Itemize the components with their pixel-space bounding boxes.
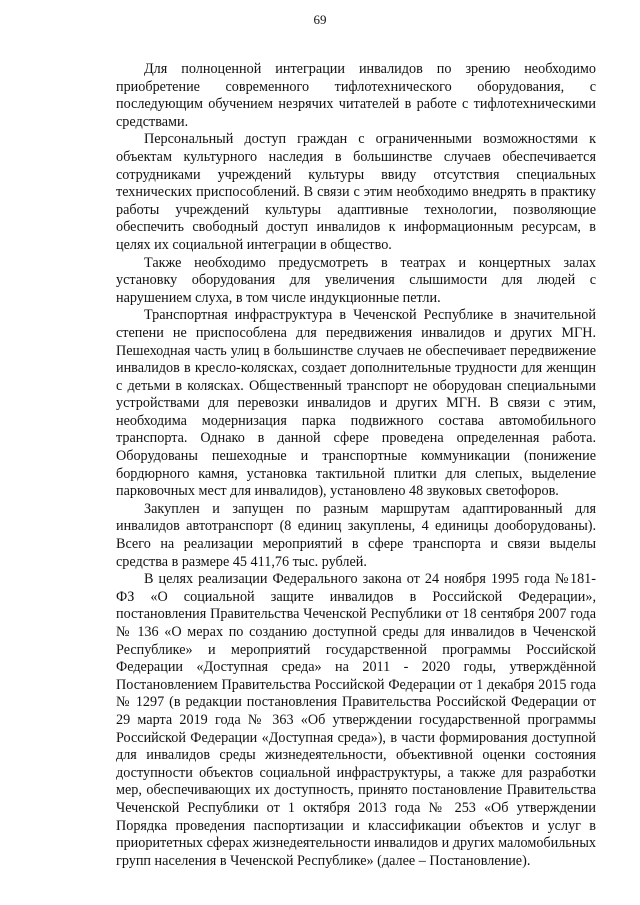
paragraph-federal-law-implementation: В целях реализации Федерального закона от 24 ноября 1995 года №181-ФЗ «О социальной защите инвалидов в Российской Федерации», постановления Правительства Чеченской Республики от 18 сентября 2007 года № 136 «О мерах по созданию доступной среды для инвалидов в Чеченской Республике» и мероприятий государственной программы Российской Федерации «Доступная среда» на 2011 - 2020 годы, утверждённой Постановлением Правительства Российской Федерации от 1 декабря 2015 года № 1297 (в редакции постановления Правительства Российской Федерации от 29 марта 2019 года № 363 «Об утверждении государственной программы Российской Федерации «Доступная среда»), в части формирования доступной для инвалидов среды жизнедеятельности, объективной оценки состояния доступности объектов социальной инфраструктуры, а также для разработки мер, обеспечивающих их доступность, принято постановление Правительства Чеченской Республики от 1 октября 2013 года № 253 «Об утверждении Порядка проведения паспортизации и классификации объектов и услуг в приоритетных сферах жизнедеятельности инвалидов и других маломобильных групп населения в Чеченской Республике» (далее – Постановление). (116, 571, 596, 869)
paragraph-hearing-equipment: Также необходимо предусмотреть в театрах и концертных залах установку оборудования для увеличения слышимости для людей с нарушением слуха, в том числе индукционные петли. (116, 254, 596, 306)
document-body (116, 61, 596, 870)
page-number: 69 (313, 12, 327, 27)
paragraph-adapted-transport: Закуплен и запущен по разным маршрутам адаптированный для инвалидов автотранспорт (8 единиц закуплены, 4 единицы дооборудованы). Всего на реализации мероприятий в сфере транспорта и связи выделы средства в размере 45 411,76 тыс. рублей. (116, 500, 596, 570)
paragraph-tiflo-equipment: Для полноценной интеграции инвалидов по зрению необходимо приобретение современного тифлотехнического оборудования, с последующим обучением незрячих читателей в работе с тифлотехническими средствами. (116, 61, 596, 130)
paragraph-transport-infrastructure: Транспортная инфраструктура в Чеченской Республике в значительной степени не приспособлена для передвижения инвалидов и других МГН. Пешеходная часть улиц в большинстве случаев не обеспечивает передвижение инвалидов в кресло-колясках, создает дополнительные трудности для женщин с детьми в колясках. Общественный транспорт не оборудован специальными устройствами для перевозки инвалидов и других МГН. В связи с этим, необходима модернизация парка подвижного состава автомобильного транспорта. Однако в данной сфере проведена определенная работа. Оборудованы пешеходные и транспортные коммуникации (понижение бордюрного камня, установка тактильной плитки для слепых, выделение парковочных мест для инвалидов), установлено 48 звуковых светофоров. (116, 307, 596, 500)
paragraph-cultural-heritage-access: Персональный доступ граждан с ограниченными возможностями к объектам культурного наследия в большинстве случаев обеспечивается сотрудниками учреждений культуры ввиду отсутствия специальных технических приспособлений. В связи с этим необходимо внедрять в практику работы учреждений культуры адаптивные технологии, позволяющие обеспечить свободный доступ инвалидов к информационным ресурсам, в целях их социальной интеграции в общество. (116, 131, 596, 253)
